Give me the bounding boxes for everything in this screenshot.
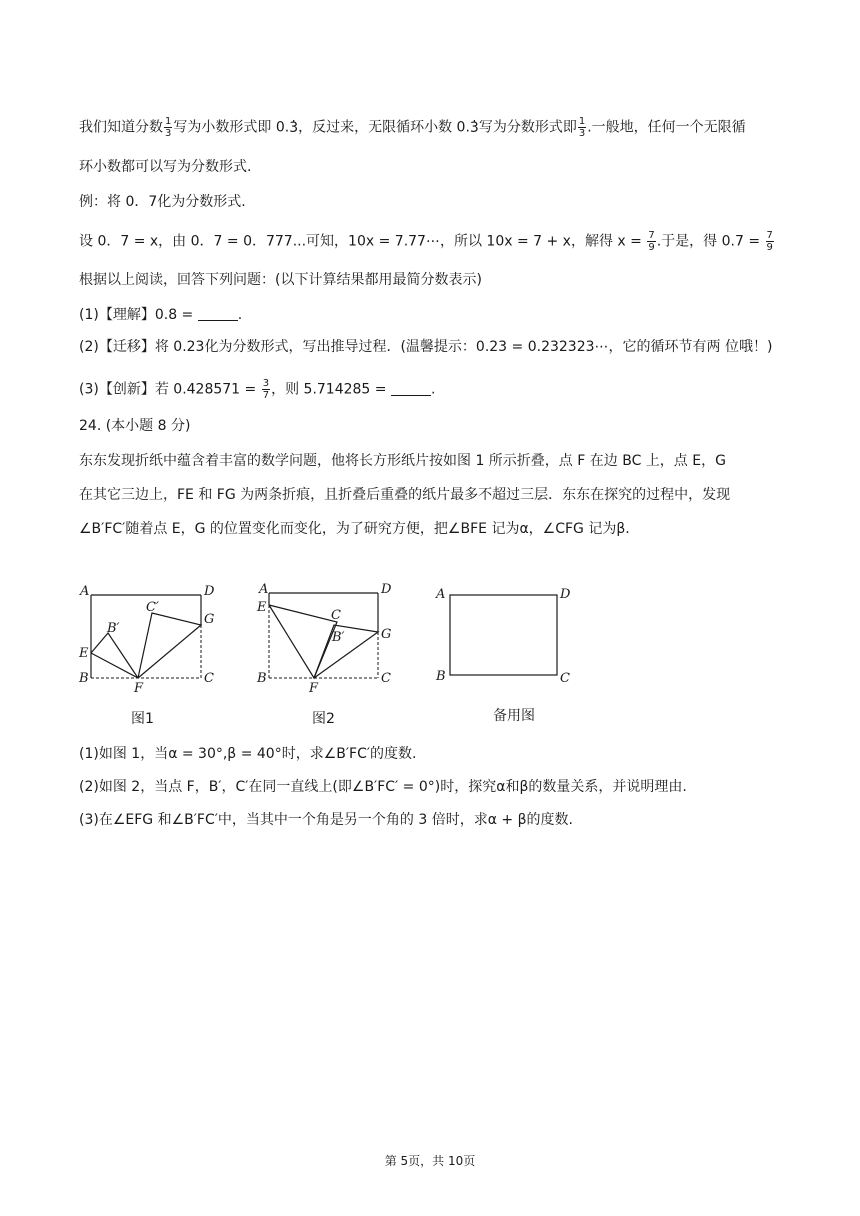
sub-question-1: (1)如图 1，当α = 30°,β = 40°时，求∠B′FC′的度数. bbox=[79, 746, 417, 762]
frac-den: 3 bbox=[165, 128, 172, 139]
q3-text-a: (3)【创新】若 0.428571 = bbox=[79, 381, 261, 398]
repeating-digit: 3 · bbox=[470, 120, 479, 136]
fig2-label-b-prime: B′ bbox=[332, 630, 345, 645]
question-2: (2)【迁移】将 0.23化为分数形式，写出推导过程．(温馨提示：0.23 = 0.232323⋯，它的循环节有两 位哦！) bbox=[79, 339, 773, 355]
backup-rectangle bbox=[450, 595, 557, 675]
problem-24-para-3: ∠B′FC′随着点 E，G 的位置变化而变化，为了研究方便，把∠BFE 记为α，∠CFG 记为β. bbox=[79, 521, 630, 537]
fraction-one-third bbox=[578, 116, 586, 139]
problem-24-para-1: 东东发现折纸中蕴含着丰富的数学问题，他将长方形纸片按如图 1 所示折叠，点 F 在边 BC 上，点 E，G bbox=[79, 453, 726, 469]
figure-backup bbox=[435, 587, 571, 724]
fig2-label-b: B bbox=[257, 671, 267, 686]
frac-num: 7 bbox=[648, 230, 655, 241]
fraction-seven-ninths bbox=[766, 230, 774, 253]
q1-end: . bbox=[237, 307, 243, 323]
fraction-seven-ninths bbox=[647, 230, 655, 253]
reading-instruction: 根据以上阅读，回答下列问题：(以下计算结果都用最简分数表示) bbox=[79, 272, 482, 288]
fig2-label-a: A bbox=[259, 582, 269, 597]
figure-2 bbox=[256, 582, 392, 727]
sub-question-3: (3)在∠EFG 和∠B′FC′中，当其中一个角是另一个角的 3 倍时，求α + β的度数. bbox=[79, 812, 573, 828]
frac-num: 7 bbox=[766, 230, 773, 241]
question-1 bbox=[79, 305, 242, 325]
fig1-label-b-prime: B′ bbox=[107, 621, 120, 636]
fig2-label-c-top: C bbox=[331, 608, 341, 623]
reading-example: 例：将 0．7化为分数形式. bbox=[79, 194, 246, 210]
fold-figures bbox=[70, 575, 590, 735]
fig2-fold-fgc bbox=[314, 625, 378, 678]
page-footer: 第 5页，共 10页 bbox=[384, 1154, 476, 1168]
fig1-label-c: C bbox=[204, 671, 214, 686]
problem-24-header: 24. (本小题 8 分) bbox=[79, 418, 191, 434]
fig2-caption: 图2 bbox=[312, 711, 335, 727]
fig3-label-a: A bbox=[436, 587, 446, 602]
fig1-label-b: B bbox=[79, 671, 89, 686]
fig2-fold-efb bbox=[269, 605, 337, 678]
answer-blank bbox=[391, 381, 431, 396]
fig3-label-c: C bbox=[560, 671, 570, 686]
fig3-label-d: D bbox=[560, 587, 571, 602]
repeating-digit: 3 · bbox=[289, 120, 298, 136]
answer-blank bbox=[198, 306, 238, 321]
frac-den: 7 bbox=[262, 390, 270, 401]
frac-den: 9 bbox=[766, 242, 773, 253]
fig1-label-a: A bbox=[80, 584, 90, 599]
fig3-caption: 备用图 bbox=[493, 708, 535, 724]
fig2-label-g: G bbox=[381, 627, 392, 642]
fig1-label-g: G bbox=[204, 612, 215, 627]
fig1-label-e: E bbox=[79, 646, 89, 661]
fig3-label-b: B bbox=[436, 669, 446, 684]
intro-text-b: 写为小数形式即 0. bbox=[173, 119, 290, 136]
figure-1 bbox=[78, 584, 215, 727]
fig1-label-d: D bbox=[204, 584, 215, 599]
fraction-one-third bbox=[164, 116, 172, 139]
fraction-three-sevenths bbox=[262, 378, 270, 401]
intro-text-e: .一般地，任何一个无限循 bbox=[587, 119, 746, 136]
intro-text-c: ，反过来，无限循环小数 0. bbox=[298, 119, 470, 136]
fig2-label-c: C bbox=[381, 671, 391, 686]
q3-text-b: ，则 5.714285 = bbox=[271, 381, 391, 398]
reading-derivation bbox=[79, 230, 775, 253]
frac-num: 3 bbox=[262, 378, 270, 389]
frac-num: 1 bbox=[165, 116, 172, 127]
fig1-label-c-prime: C′ bbox=[146, 600, 159, 615]
frac-den: 9 bbox=[648, 242, 655, 253]
frac-den: 3 bbox=[578, 128, 586, 139]
sub-question-2: (2)如图 2，当点 F，B′，C′在同一直线上(即∠B′FC′ = 0°)时，探究α和β的数量关系，并说明理由. bbox=[79, 779, 687, 795]
fig1-caption: 图1 bbox=[131, 711, 154, 727]
q3-end: . bbox=[430, 381, 436, 398]
reading-intro-line2: 环小数都可以写为分数形式. bbox=[79, 159, 252, 175]
intro-text-a: 我们知道分数 bbox=[79, 119, 163, 136]
reading-intro-line1 bbox=[79, 116, 746, 139]
fig1-fold-fgc bbox=[138, 613, 201, 678]
fig1-fold-efb bbox=[91, 633, 138, 678]
fig2-label-e: E bbox=[257, 600, 267, 615]
question-3 bbox=[79, 378, 435, 401]
fig1-label-f: F bbox=[134, 681, 144, 696]
fig2-label-d: D bbox=[381, 582, 392, 597]
frac-num: 1 bbox=[578, 116, 586, 127]
problem-24-para-2: 在其它三边上，FE 和 FG 为两条折痕，且折叠后重叠的纸片最多不超过三层．东东在探究的过程中，发现 bbox=[79, 487, 731, 503]
intro-text-d: 写为分数形式即 bbox=[478, 119, 577, 136]
derivation-text-a: 设 0．7 = x，由 0．7 = 0．777...可知，10x = 7.77⋯，所以 10x = 7 + x，解得 x = bbox=[79, 233, 647, 250]
q1-text: (1)【理解】0.8 = bbox=[79, 307, 198, 323]
derivation-text-b: .于是，得 0.7 = bbox=[656, 233, 765, 250]
fig2-label-f: F bbox=[309, 681, 319, 696]
